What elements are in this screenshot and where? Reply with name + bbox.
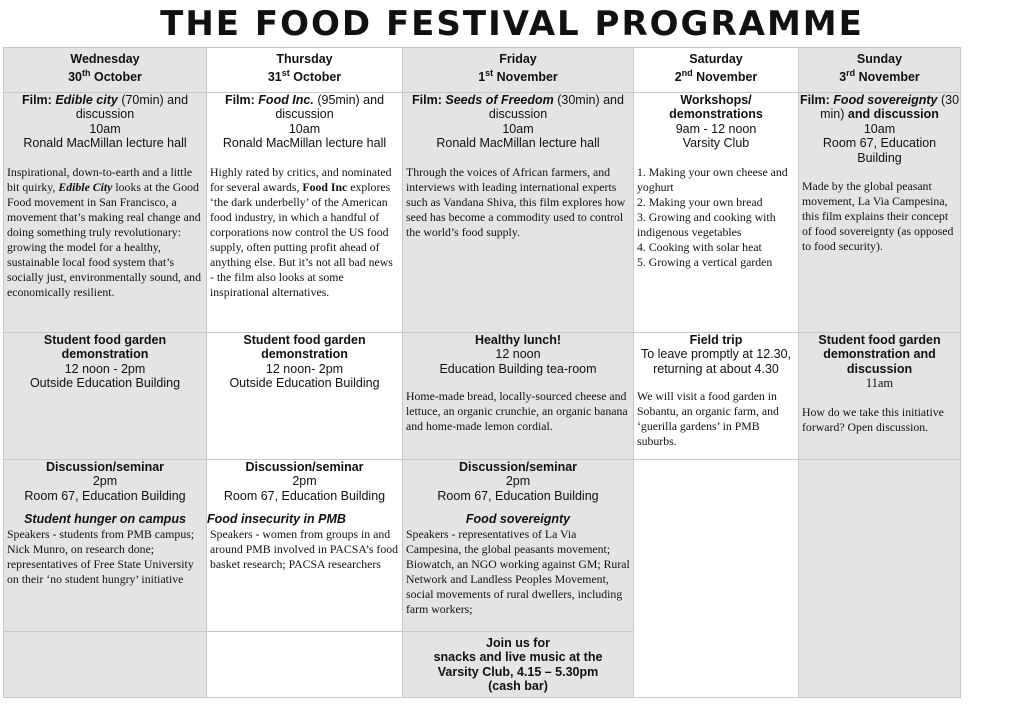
seminar-topic: Food insecurity in PMB: [207, 512, 346, 527]
header-sunday: [799, 48, 961, 93]
event-venue: Education Building tea-room: [439, 361, 597, 376]
list-item: 5. Growing a vertical garden: [637, 254, 773, 269]
event-description: Speakers - women from groups in and around PMB involved in PACSA’s food basket research; PACSA researchers: [210, 526, 399, 571]
event-time: 9am - 12 noon: [675, 121, 757, 136]
event-time: 11am: [865, 376, 894, 391]
day-name: Sunday: [856, 52, 903, 66]
day-name: Saturday: [689, 52, 743, 66]
event-venue: Varsity Club: [682, 136, 750, 151]
empty-cell-thu: [207, 632, 403, 698]
event-description: How do we take this initiative forward? Open discussion.: [802, 404, 944, 434]
header-thursday: [207, 48, 403, 93]
event-description: Inspirational, down-to-earth and a little bit quirky, Edible City looks at the Good Food movement in San Francisco, a movement that’s making real change and doing something truly revolutionary: growing the model for a healthy, sustainable local food system that’s socially just, environmentally sound, and economically resilient.: [7, 164, 201, 299]
event-fri-lunch: [403, 333, 634, 460]
event-description: Speakers - students from PMB campus; Nick Munro, on research done; representatives of Free State University on their ‘no student hungry’ initiative: [7, 526, 195, 586]
empty-cell-wed: [4, 632, 207, 698]
event-sat-fieldtrip: [634, 333, 799, 460]
event-heading: Discussion/seminar: [245, 460, 364, 474]
day-date: 1st November: [478, 68, 558, 85]
event-venue: Room 67, Education Building: [822, 136, 937, 165]
event-venue: Outside Education Building: [229, 376, 380, 391]
day-date: 3rd November: [839, 68, 920, 85]
event-time: 10am: [288, 121, 321, 136]
seminar-topic: Student hunger on campus: [24, 512, 186, 527]
afternoon-row: [4, 460, 961, 632]
event-heading: Student food garden demonstration: [243, 333, 366, 362]
event-thu-seminar: [207, 460, 403, 632]
event-sun-film: [799, 93, 961, 333]
event-time: 10am: [863, 121, 896, 136]
list-item: 2. Making your own bread: [637, 194, 763, 209]
day-name: Thursday: [276, 52, 333, 66]
workshop-list: [634, 165, 798, 270]
event-venue: Room 67, Education Building: [223, 488, 386, 503]
midday-row: [4, 333, 961, 460]
event-thu-garden: [207, 333, 403, 460]
event-detail: Varsity Club, 4.15 – 5.30pm: [437, 664, 599, 679]
event-fri-snacks: [403, 632, 634, 698]
event-heading: Film: Food sovereignty (30 min) and discussion: [799, 93, 960, 122]
event-time: 12 noon- 2pm: [265, 361, 344, 376]
event-heading: Film: Food Inc. (95min) and discussion: [224, 93, 385, 122]
list-item: 4. Cooking with solar heat: [637, 239, 762, 254]
event-heading: Student food garden demonstration and discussion: [818, 333, 941, 376]
seminar-topic: Food sovereignty: [465, 512, 571, 527]
event-heading: Healthy lunch!: [474, 333, 562, 347]
event-detail: snacks and live music at the: [433, 650, 603, 665]
list-item: 3. Growing and cooking with indigenous vegetables: [637, 209, 776, 239]
event-time: 12 noon: [495, 347, 541, 362]
event-venue: Ronald MacMillan lecture hall: [23, 136, 187, 151]
event-thu-film: [207, 93, 403, 333]
programme-title: THE FOOD FESTIVAL PROGRAMME: [160, 4, 864, 44]
day-name: Friday: [499, 52, 537, 66]
day-date: 31st October: [267, 68, 342, 85]
event-time: 2pm: [292, 474, 317, 489]
event-description: Home-made bread, locally-sourced cheese and lettuce, an organic crunchie, an organic banana and home-made lemon cordial.: [406, 389, 628, 434]
event-venue: Ronald MacMillan lecture hall: [436, 136, 600, 151]
event-venue: Room 67, Education Building: [437, 488, 599, 503]
morning-row: [4, 93, 961, 333]
event-description: We will visit a food garden in Sobantu, an organic farm, and ‘guerilla gardens’ in PMB suburbs.: [637, 389, 779, 449]
day-date: 30th October: [68, 68, 142, 85]
programme-table: [3, 47, 961, 698]
event-detail: To leave promptly at 12.30,: [640, 347, 792, 362]
event-detail: Join us for: [486, 636, 550, 650]
event-wed-film: [4, 93, 207, 333]
event-venue: Ronald MacMillan lecture hall: [222, 136, 387, 151]
event-detail: returning at about 4.30: [653, 361, 779, 376]
event-heading: Film: Edible city (70min) and discussion: [21, 93, 189, 122]
header-row: [4, 48, 961, 93]
event-time: 12 noon - 2pm: [64, 361, 146, 376]
list-item: 1. Making your own cheese and yoghurt: [637, 164, 788, 194]
day-name: Wednesday: [70, 52, 140, 66]
event-heading: Film: Seeds of Freedom (30min) and discussion: [412, 93, 624, 122]
event-wed-seminar: [4, 460, 207, 632]
event-time: 2pm: [92, 474, 118, 489]
event-heading: Field trip: [689, 333, 743, 347]
event-detail: (cash bar): [488, 679, 548, 694]
event-heading: Discussion/seminar: [458, 460, 578, 474]
day-date: 2nd November: [674, 68, 758, 85]
header-saturday: [634, 48, 799, 93]
header-friday: [403, 48, 634, 93]
empty-cell-sun: [799, 460, 961, 698]
event-time: 10am: [89, 121, 121, 136]
event-heading: Discussion/seminar: [45, 460, 165, 474]
event-fri-film: [403, 93, 634, 333]
event-description: Through the voices of African farmers, and interviews with leading international experts such as Vandana Shiva, this film explores how seed has become a commodity used to control the world’s food supply.: [406, 164, 626, 239]
event-venue: Outside Education Building: [29, 376, 181, 391]
event-fri-seminar: [403, 460, 634, 632]
event-venue: Room 67, Education Building: [24, 488, 186, 503]
event-time: 10am: [502, 121, 534, 136]
event-wed-garden: [4, 333, 207, 460]
header-wednesday: [4, 48, 207, 93]
event-description: Speakers - representatives of La Via Campesina, the global peasants movement; Biowatch, an NGO working against GM; Rural Network and Landless Peoples Movement, social movements of rural dwellers, including farm workers;: [406, 526, 630, 616]
empty-cell-sat: [634, 460, 799, 698]
event-sat-workshops: [634, 93, 799, 333]
event-description: Highly rated by critics, and nominated for several awards, Food Inc explores ‘the dark underbelly’ of the American food industry, in which a handful of corporations now control the US food supply, often putting profit ahead of anything else. But it’s not all bad news - the film also looks at some inspirational alternatives.: [210, 164, 393, 299]
event-time: 2pm: [505, 474, 531, 489]
event-heading: Student food garden demonstration: [43, 333, 167, 362]
event-sun-garden: [799, 333, 961, 460]
event-heading: Workshops/ demonstrations: [669, 93, 763, 122]
event-description: Made by the global peasant movement, La Via Campesina, this film explains their concept of food sovereignty (as opposed to food security).: [802, 179, 954, 254]
